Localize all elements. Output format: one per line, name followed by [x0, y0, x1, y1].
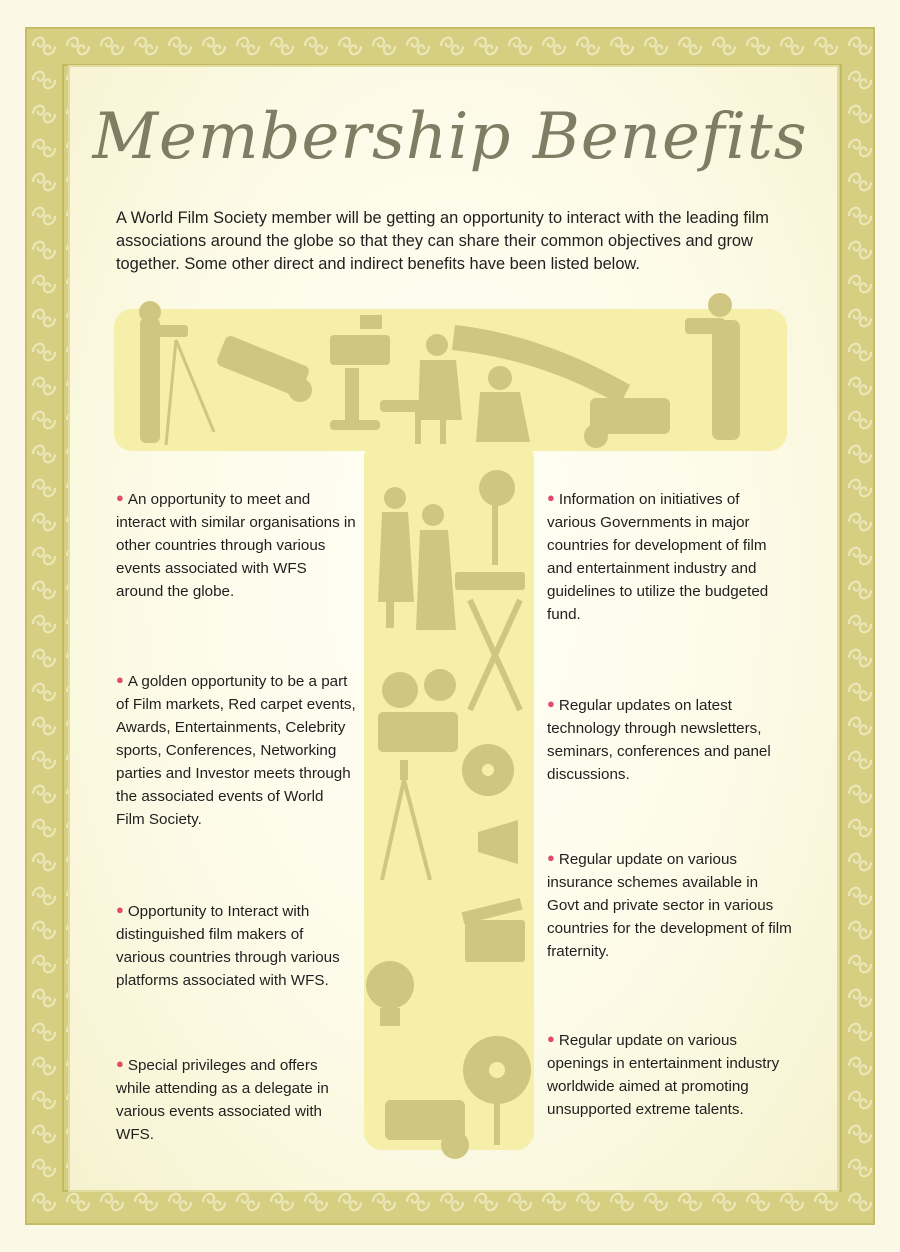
bullet-icon: ● [547, 490, 555, 505]
bullet-icon: ● [116, 672, 124, 687]
benefit-item: ● A golden opportunity to be a part of Film markets, Red carpet events, Awards, Entertainments, Celebrity sports, Conferences, Networking parties and Investor meets through the associated events of World Film Society. [116, 672, 356, 828]
bullet-icon: ● [547, 696, 555, 711]
bullet-icon: ● [116, 902, 124, 917]
bullet-icon: ● [116, 490, 124, 505]
benefit-item: ● Regular updates on latest technology through newsletters, seminars, conferences and panel discussions. [547, 696, 771, 783]
pro-camera-icon [385, 1100, 469, 1159]
benefit-item: ● Regular update on various openings in entertainment industry worldwide aimed at promoting unsupported extreme talents. [547, 1031, 780, 1118]
bullet-icon: ● [547, 1031, 555, 1046]
intro-paragraph: A World Film Society member will be getting an opportunity to interact with the leading film associations around the globe so that they can share their common objectives and grow together. Some other direct and indirect benefits have been listed below. [116, 209, 769, 273]
benefit-item: ● Opportunity to Interact with distinguished film makers of various countries through various platforms associated with WFS. [116, 902, 340, 989]
benefit-item: ● An opportunity to meet and interact with similar organisations in other countries through various events associated with WFS around the globe. [116, 490, 356, 600]
benefit-item: ● Information on initiatives of various Governments in major countries for development of film and entertainment industry and guidelines to utilize the budgeted fund. [547, 490, 769, 623]
benefit-item: ● Regular update on various insurance schemes available in Govt and private sector in various countries for the development of film fraternity. [547, 850, 792, 960]
bullet-icon: ● [547, 850, 555, 865]
benefit-item: ● Special privileges and offers while attending as a delegate in various events associated with WFS. [116, 1056, 329, 1143]
page-title: Membership Benefits [92, 100, 808, 174]
bullet-icon: ● [116, 1056, 124, 1071]
film-reel-icon [462, 744, 514, 796]
